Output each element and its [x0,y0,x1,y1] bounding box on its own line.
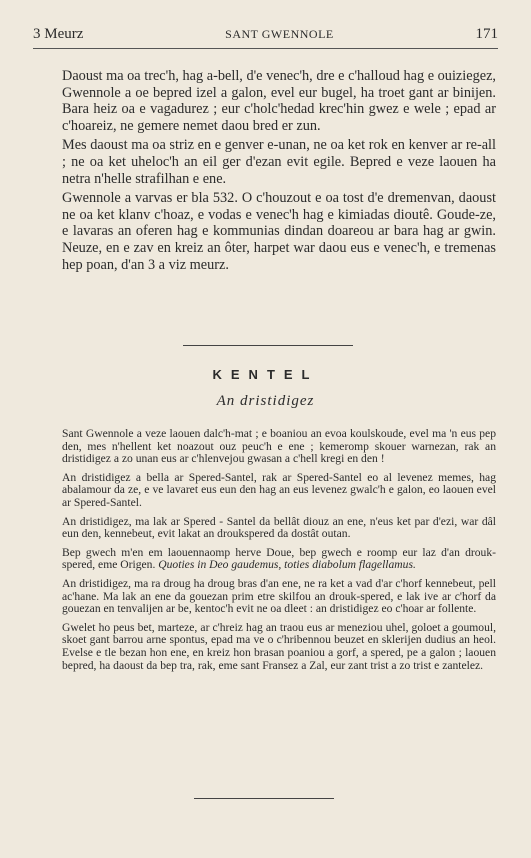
main-text [62,68,496,276]
paragraph: Daoust ma oa trec'h, hag a-bell, d'e venec'h, dre e c'halloud hag e ouiziegez, Gwennole a oe bepred izel a galon, evel eur bugel, ha troet gant ar binijen. Bara heiz oa e vagadurez ; eur c'holc'hedad krec'hin gwez e wele ; epad ar c'hoareiz, ne gemere nemet daou bred er zun. [62,68,496,134]
paragraph: Mes daoust ma oa striz en e genver e-unan, ne oa ket rok en kenver ar re-all ; ne oa ket uheloc'h an eil ger d'ezan evit egile. Bepred e veze laouen ha netra n'helle strafilhan e ene. [62,137,496,187]
paragraph: An dristidigez, ma ra droug ha droug bras d'an ene, ne ra ket a vad d'ar c'horf kennebeut, pell ac'hane. Ma lak an ene da gouezan prim etre skilfou an drouk-spered, e lak ive ar c'horf da gouezan en tenvalijen ar be, kentoc'h evit ne oa dleet : an dristidigez eo c'hoar ar follente. [62,576,496,616]
page-number: 171 [475,26,498,42]
latin-quote: Quoties in Deo gaudemus, toties diabolum flagellamus. [158,558,416,572]
paragraph: Sant Gwennole a veze laouen dalc'h-mat ; e boaniou an evoa koulskoude, evel ma 'n eus pep den, mes n'hellent ket noazout ouz peuc'h e ene ; kemeromp skouer warnezan, rak an dristidigez a zo unan eus ar c'hlenvejou gwasan a c'hell kregi en den ! [62,427,496,466]
paragraph: Gwelet ho peus bet, marteze, ar c'hreiz hag an traou eus ar meneziou uhel, goloet a goumoul, skoet gant barrou arne spontus, epad ma ve o c'hribennou beuzet en sklerijen dudius an heol. Evelse e tle bezan hon ene, en kreiz hon brasan poaniou a gorf, a spered, pe a galon ; laouen bepred, ha daoust da bep tra, rak, eme sant Fransez a Zal, eur zant trist a zo trist e zantelez. [62,620,496,672]
divider [183,345,353,346]
page-header [33,26,498,49]
paragraph: Gwennole a varvas er bla 532. O c'houzout e oa tost d'e dremenvan, daoust ne oa ket klanv c'hoaz, e vodas e venec'h hag e kimiadas dioutê. Goude-ze, e lavaras an oferen hag e kommunias dindan doareou ar bara hag ar gwin. Neuze, en e zav en kreiz an ôter, harpet war daou eus e venec'h, e tremenas hep poan, d'an 3 a viz meurz. [62,190,496,273]
paragraph [62,547,496,572]
section-subtitle: An dristidigez [216,393,315,409]
divider [194,798,334,799]
header-title: SANT GWENNOLE [225,27,334,41]
paragraph-text: Bep gwech m'en em laouennaomp herve Doue, bep gwech e roomp eur laz d'an drouk-spered, eme Origen. [62,545,496,572]
paragraph: An dristidigez, ma lak ar Spered - Santel da bellât diouz an ene, n'eus ket par d'ezi, war dâl eun den, kennebeut, evit lakat an droukspered da dostât outan. [62,514,496,541]
header-date: 3 Meurz [33,26,84,42]
section-heading: KENTEL [212,367,319,382]
lesson-text [62,428,496,678]
paragraph: An dristidigez a bella ar Spered-Santel, rak ar Spered-Santel eo al levenez memes, hag abalamour da ze, e ve lavaret eus eun den hag an eus levenez gwalc'h e galon, eo laouen evel ar Spered-Santel. [62,470,496,509]
